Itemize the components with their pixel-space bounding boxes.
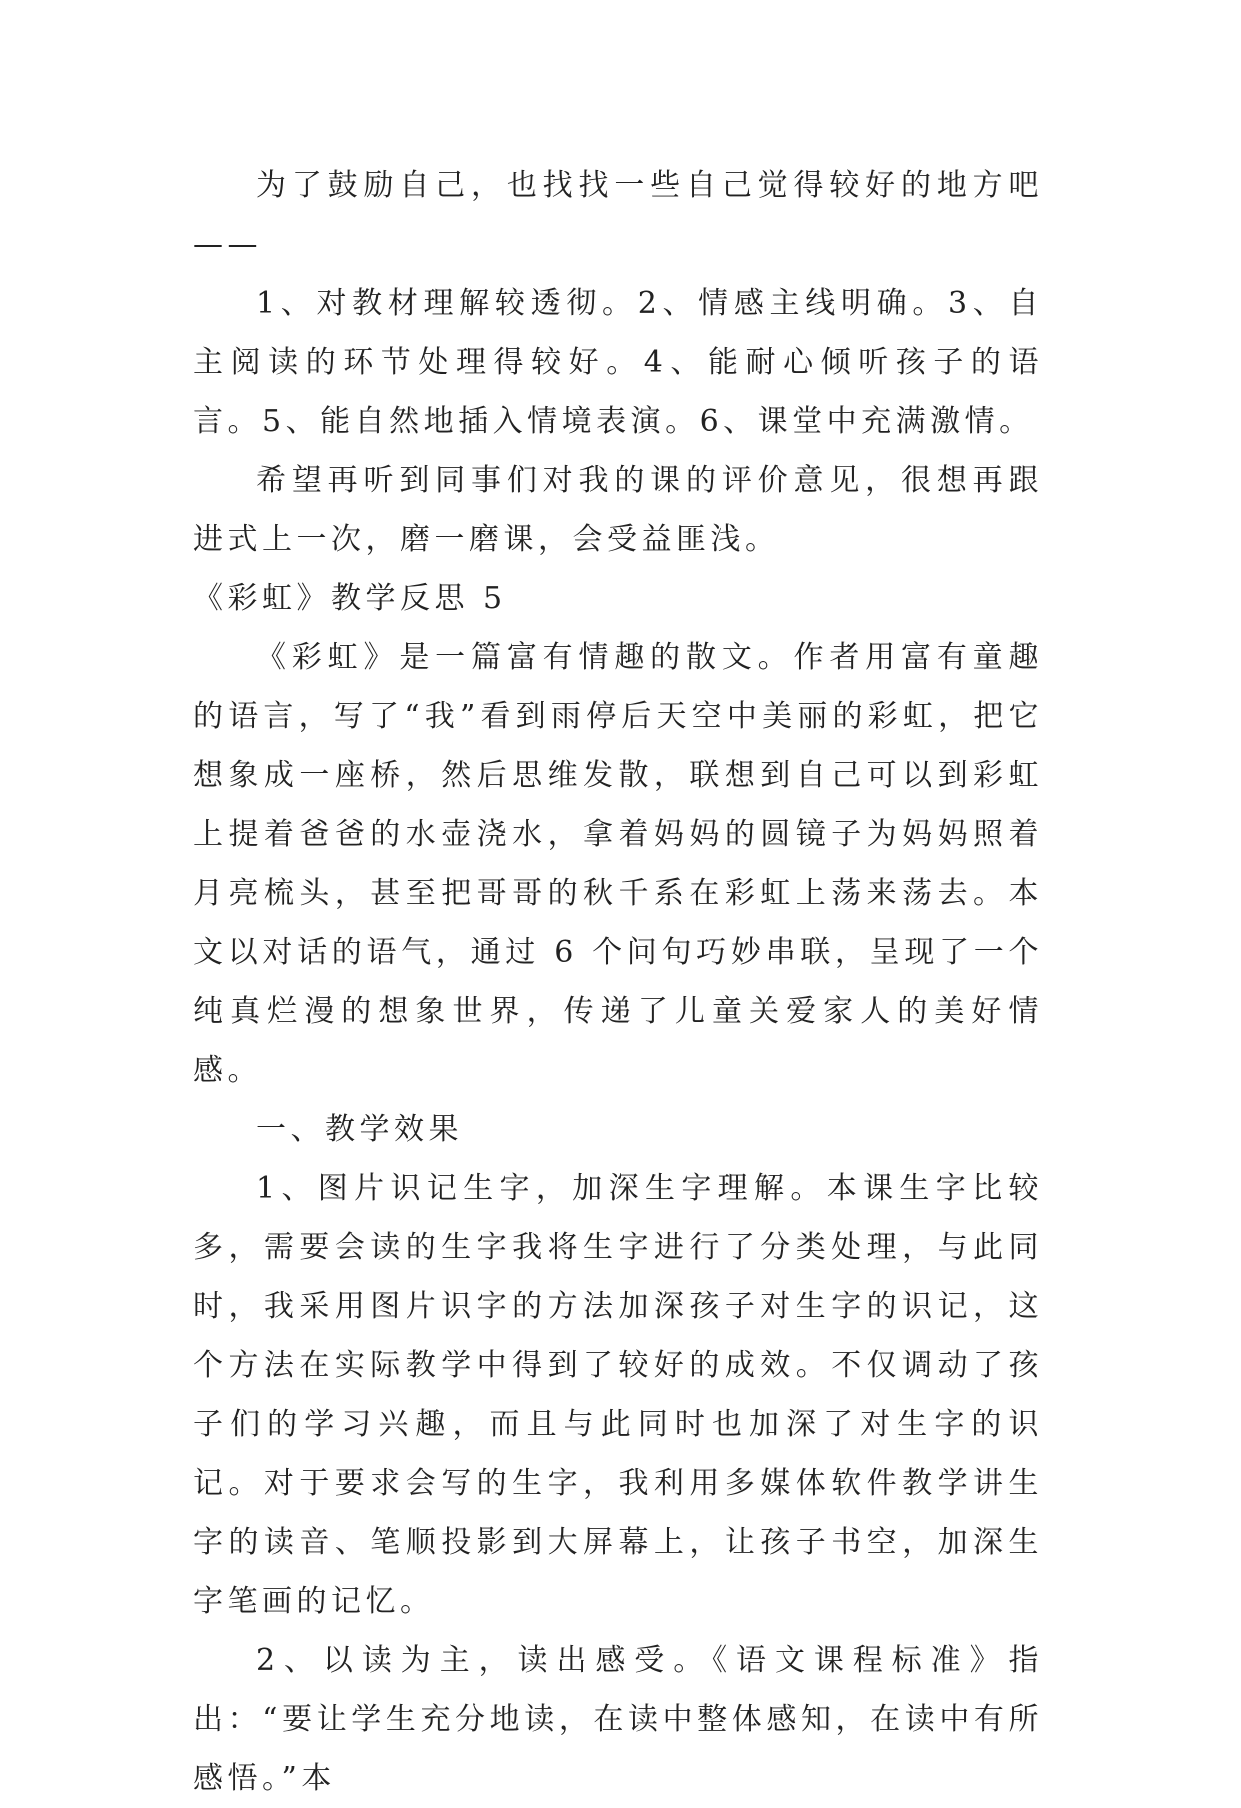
document-body xyxy=(193,156,1043,1808)
paragraph-strengths-list: 1、对教材理解较透彻。2、情感主线明确。3、自主阅读的环节处理得较好。4、能耐心倾听孩子的语言。5、能自然地插入情境表演。6、课堂中充满激情。 xyxy=(193,286,1043,439)
paragraph-intro: 《彩虹》是一篇富有情趣的散文。作者用富有童趣的语言，写了“我”看到雨停后天空中美丽的彩虹，把它想象成一座桥，然后思维发散，联想到自己可以到彩虹上提着爸爸的水壶浇水，拿着妈妈的圆镜子为妈妈照着月亮梳头，甚至把哥哥的秋千系在彩虹上荡来荡去。本文以对话的语气，通过 6 个问句巧妙串联，呈现了一个纯真烂漫的想象世界，传递了儿童关爱家人的美好情感。 xyxy=(193,640,1043,1088)
paragraph-hope: 希望再听到同事们对我的课的评价意见，很想再跟进式上一次，磨一磨课，会受益匪浅。 xyxy=(193,463,1043,557)
paragraph-point-2: 2、以读为主，读出感受。《语文课程标准》指出：“要让学生充分地读，在读中整体感知，在读中有所感悟。”本 xyxy=(193,1643,1043,1796)
section-heading: 《彩虹》教学反思 5 xyxy=(193,581,507,616)
subheading-teaching-effect: 一、教学效果 xyxy=(256,1112,463,1147)
paragraph-point-1: 1、图片识记生字，加深生字理解。本课生字比较多，需要会读的生字我将生字进行了分类处理，与此同时，我采用图片识字的方法加深孩子对生字的识记，这个方法在实际教学中得到了较好的成效。不仅调动了孩子们的学习兴趣，而且与此同时也加深了对生字的识记。对于要求会写的生字，我利用多媒体软件教学讲生字的读音、笔顺投影到大屏幕上，让孩子书空，加深生字笔画的记忆。 xyxy=(193,1171,1043,1619)
paragraph-encouragement: 为了鼓励自己，也找找一些自己觉得较好的地方吧—— xyxy=(193,168,1043,262)
